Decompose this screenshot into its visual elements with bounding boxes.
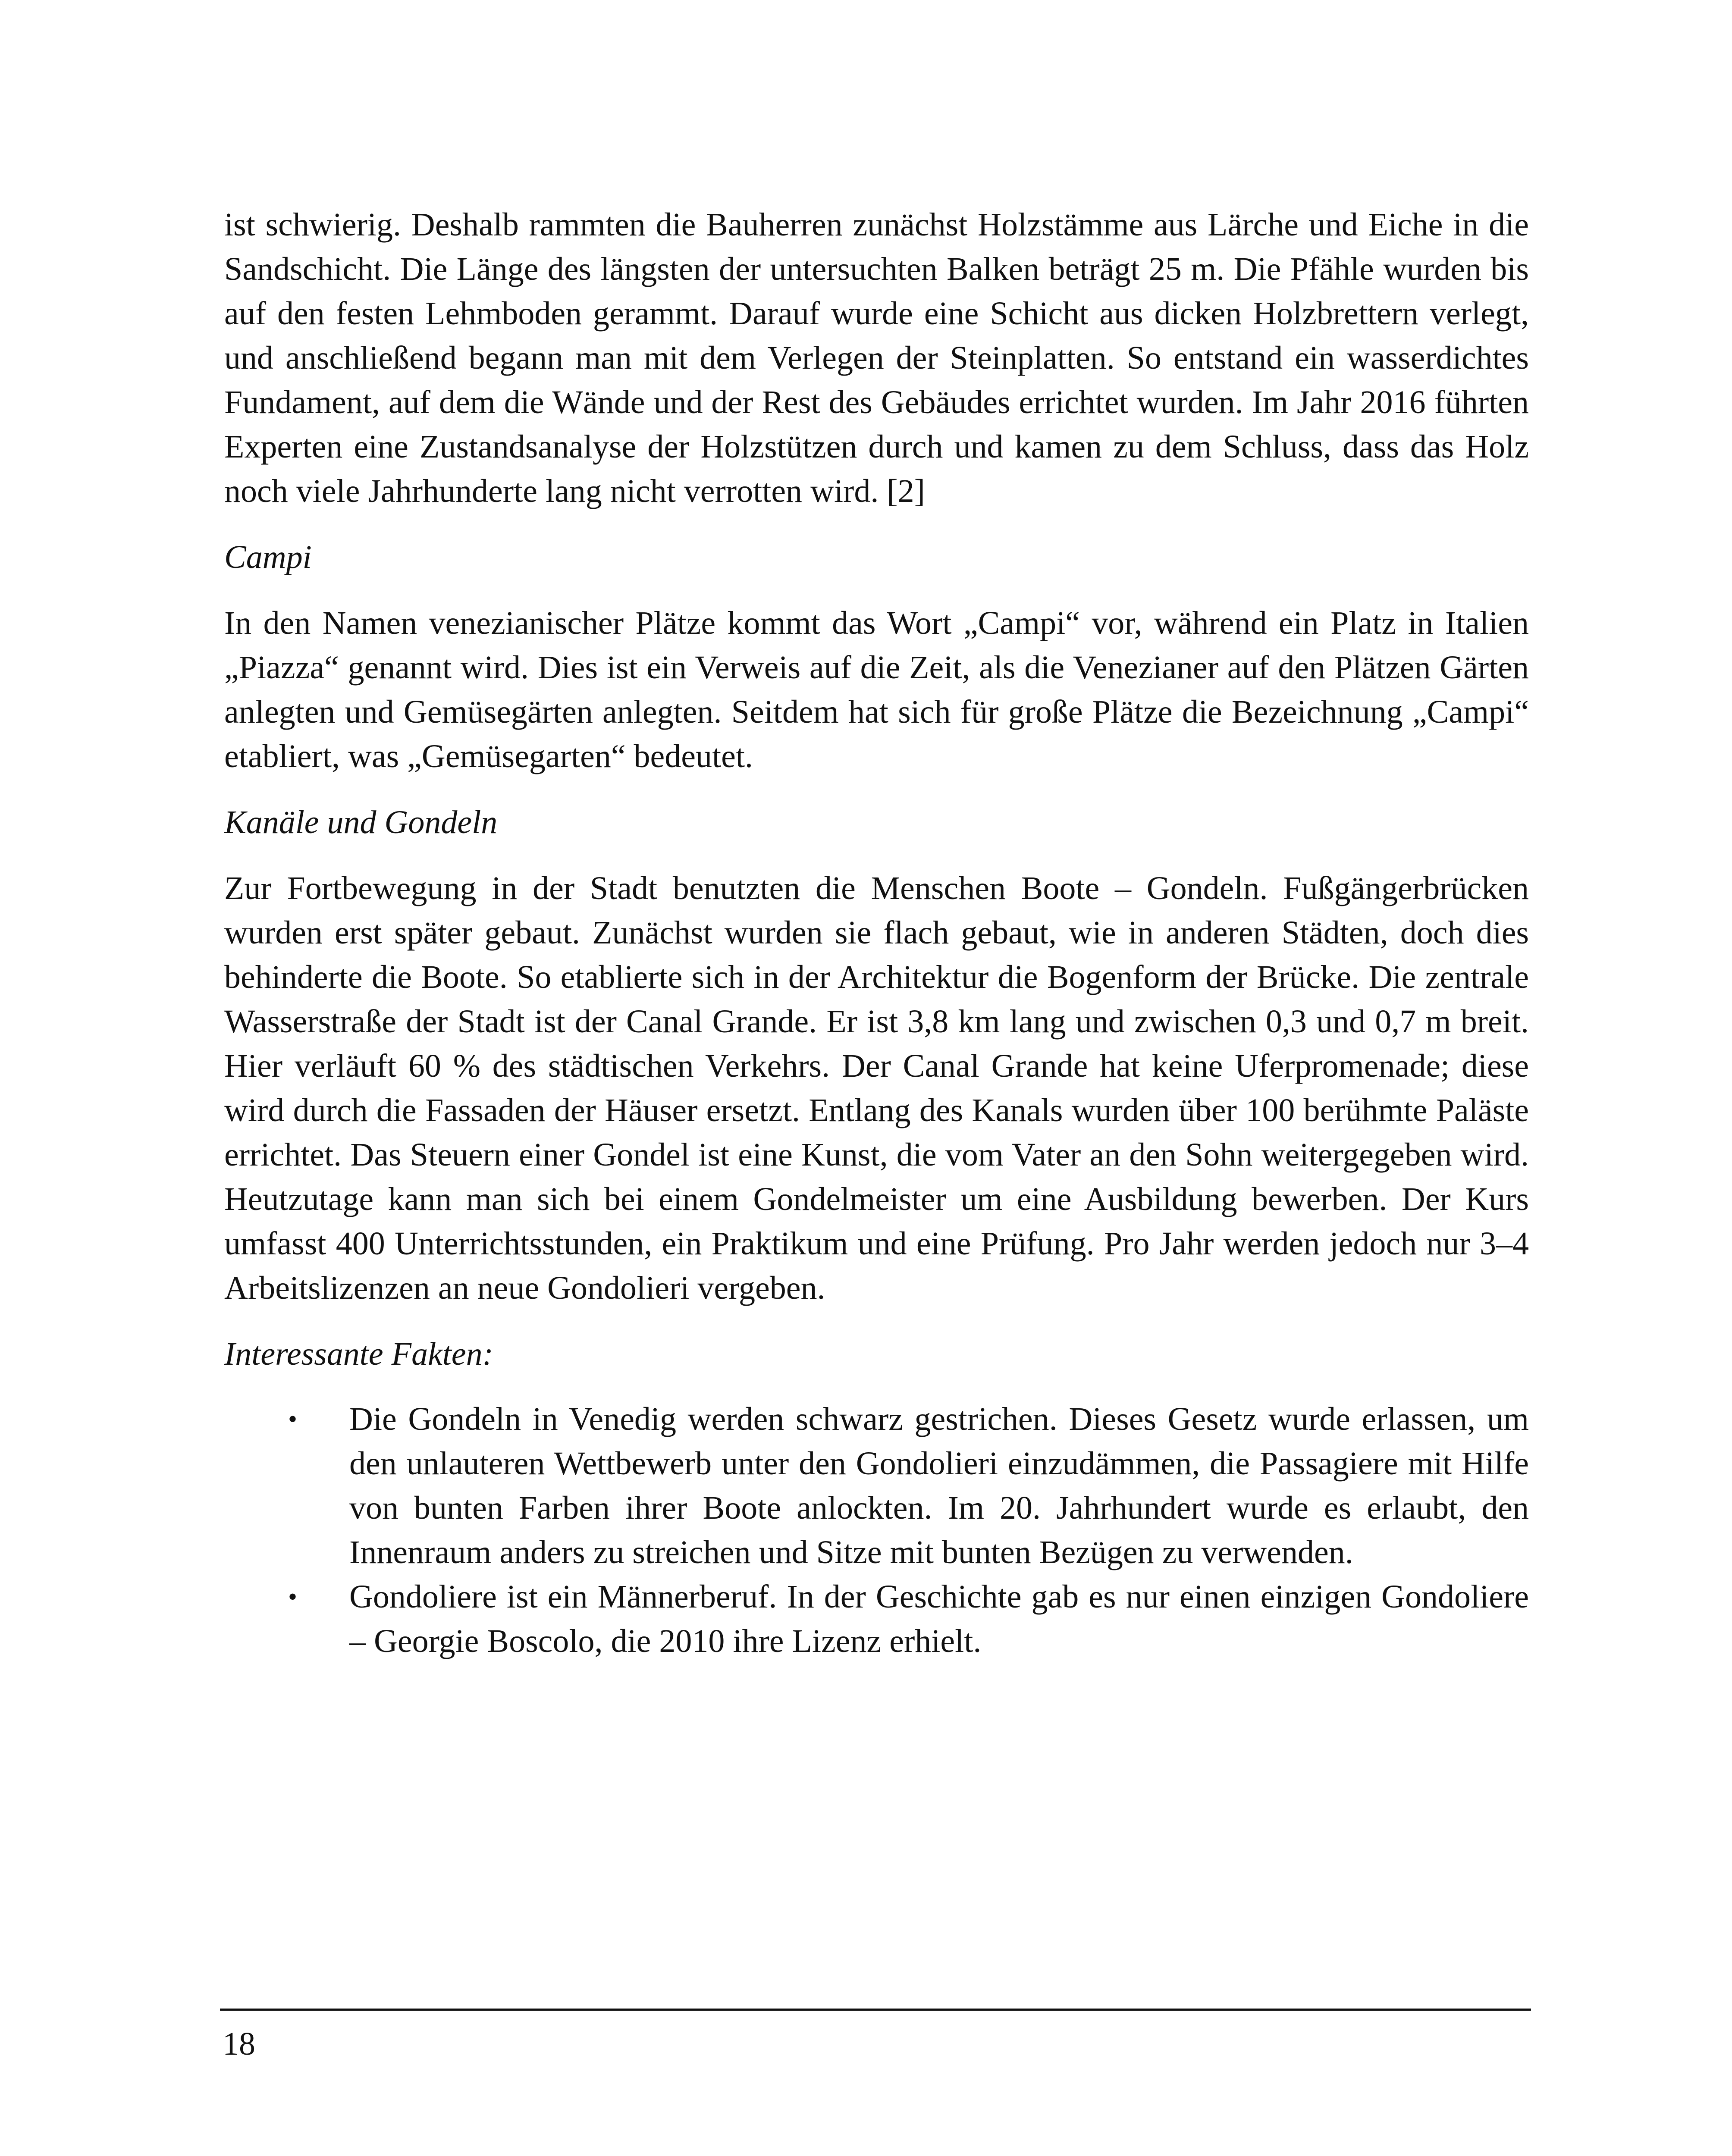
page-number: 18 xyxy=(223,2026,255,2062)
fact-text: Gondoliere ist ein Männerberuf. In der Geschichte gab es nur einen einzigen Gondoliere – Georgie Boscolo, die 2010 ihre Lizenz erhielt. xyxy=(349,1579,1529,1659)
page-body xyxy=(224,203,1529,1664)
facts-list xyxy=(224,1397,1529,1664)
bullet-icon: • xyxy=(288,1405,298,1433)
bullet-icon: • xyxy=(288,1583,298,1611)
footer-divider xyxy=(220,2009,1531,2011)
campi-paragraph: In den Namen venezianischer Plätze kommt das Wort „Campi“ vor, während ein Platz in Italien „Piazza“ genannt wird. Dies ist ein Verweis auf die Zeit, als die Venezianer auf den Plätzen Gärten anlegten und Gemüsegärten anlegten. Seitdem hat sich für große Plätze die Bezeichnung „Campi“ etabliert, was „Gemüsegarten“ bedeutet. xyxy=(224,605,1529,774)
intro-paragraph: ist schwierig. Deshalb rammten die Bauherren zunächst Holzstämme aus Lärche und Eiche in die Sandschicht. Die Länge des längsten der untersuchten Balken beträgt 25 m. Die Pfähle wurden bis auf den festen Lehmboden gerammt. Darauf wurde eine Schicht aus dicken Holzbrettern verlegt, und anschließend begann man mit dem Verlegen der Steinplatten. So entstand ein wasserdichtes Fundament, auf dem die Wände und der Rest des Gebäudes errichtet wurden. Im Jahr 2016 führten Experten eine Zustandsanalyse der Holzstützen durch und kamen zu dem Schluss, dass das Holz noch viele Jahrhunderte lang nicht verrotten wird. [2] xyxy=(224,207,1529,509)
list-item xyxy=(224,1397,1529,1575)
heading-campi: Campi xyxy=(224,539,312,575)
gondeln-paragraph: Zur Fortbewegung in der Stadt benutzten die Menschen Boote – Gondeln. Fußgängerbrücken wurden erst später gebaut. Zunächst wurden sie flach gebaut, wie in anderen Städten, doch dies behinderte die Boote. So etablierte sich in der Architektur die Bogenform der Brücke. Die zentrale Wasserstraße der Stadt ist der Canal Grande. Er ist 3,8 km lang und zwischen 0,3 und 0,7 m breit. Hier verläuft 60 % des städtischen Verkehrs. Der Canal Grande hat keine Uferpromenade; diese wird durch die Fassaden der Häuser ersetzt. Entlang des Kanals wurden über 100 berühmte Paläste errichtet. Das Steuern einer Gondel ist eine Kunst, die vom Vater an den Sohn weitergegeben wird. Heutzutage kann man sich bei einem Gondelmeister um eine Ausbildung bewerben. Der Kurs umfasst 400 Unterrichtsstunden, ein Praktikum und eine Prüfung. Pro Jahr werden jedoch nur 3–4 Arbeitslizenzen an neue Gondolieri vergeben. xyxy=(224,870,1529,1306)
list-item xyxy=(224,1575,1529,1664)
heading-interessante-fakten: Interessante Fakten: xyxy=(224,1336,493,1372)
fact-text: Die Gondeln in Venedig werden schwarz gestrichen. Dieses Gesetz wurde erlassen, um den unlauteren Wettbewerb unter den Gondolieri einzudämmen, die Passagiere mit Hilfe von bunten Farben ihrer Boote anlockten. Im 20. Jahrhundert wurde es erlaubt, den Innenraum anders zu streichen und Sitze mit bunten Bezügen zu verwenden. xyxy=(349,1401,1529,1570)
heading-kanaele-gondeln: Kanäle und Gondeln xyxy=(224,804,498,840)
